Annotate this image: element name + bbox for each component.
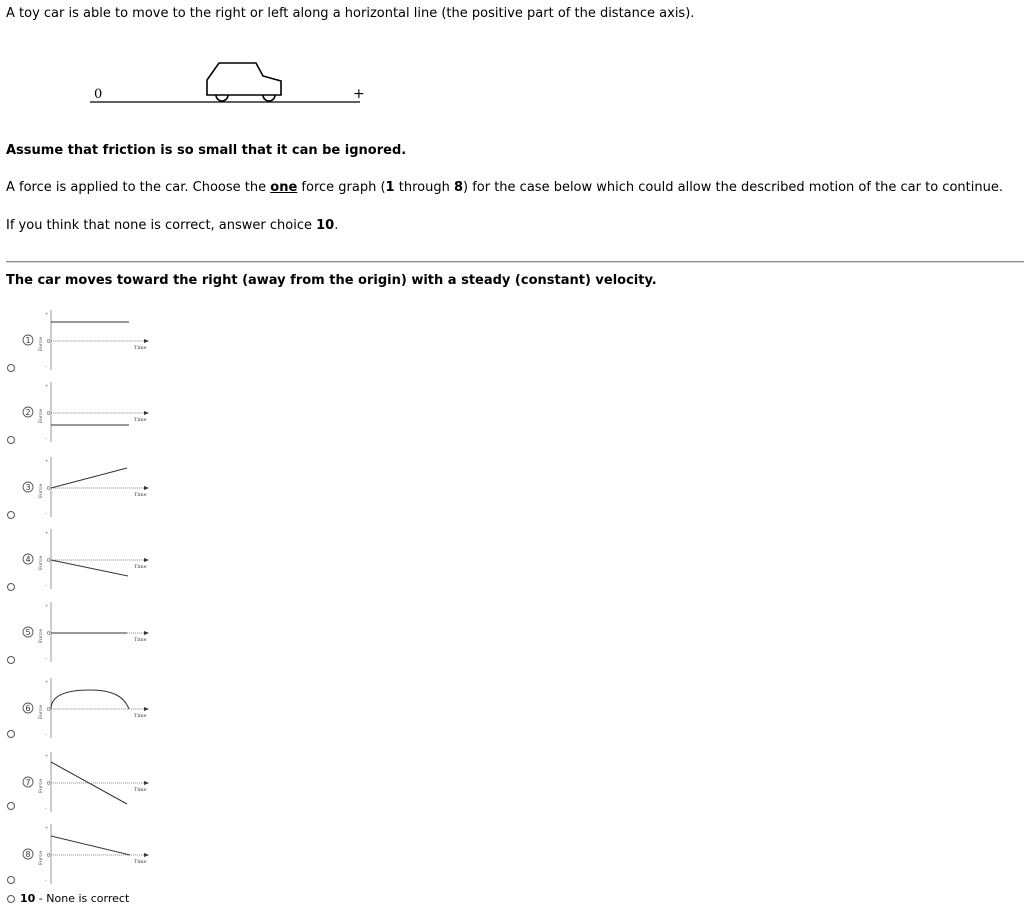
choice-number-2: 2: [25, 408, 31, 417]
assume-text: Assume that friction is so small that it can be ignored.: [6, 143, 407, 158]
zero-tick: 0: [47, 339, 51, 345]
zero-tick: 0: [47, 707, 51, 713]
minus-tick: -: [45, 878, 47, 884]
plus-tick: +: [45, 679, 49, 684]
choice-number-7: 7: [25, 778, 31, 787]
force-graph-8: [20, 822, 160, 894]
choice-number-4: 4: [25, 555, 31, 564]
y-axis-label: Force: [38, 555, 44, 571]
force-graph-svg-4: [20, 527, 160, 599]
x-axis-arrow: [144, 339, 149, 343]
radio-choice-1[interactable]: [7, 364, 15, 372]
radio-choice-2[interactable]: [7, 436, 15, 444]
x-axis-arrow: [144, 781, 149, 785]
x-axis-arrow: [144, 707, 149, 711]
plus-tick: +: [45, 311, 49, 316]
y-axis-label: Force: [38, 483, 44, 499]
intro-text: A toy car is able to move to the right or left along a horizontal line (the positive part of the distance axis).: [6, 6, 695, 21]
choice-number-5: 5: [25, 628, 31, 637]
force-curve-6: [51, 690, 129, 709]
y-axis-label: Force: [38, 778, 44, 794]
radio-choice-8[interactable]: [7, 876, 15, 884]
radio-choice-6[interactable]: [7, 730, 15, 738]
plus-tick: +: [45, 458, 49, 463]
choice-number-3: 3: [25, 483, 31, 492]
x-axis-arrow: [144, 558, 149, 562]
force-curve-4: [51, 560, 128, 576]
force-curve-3: [51, 468, 127, 488]
plus-tick: +: [45, 753, 49, 758]
minus-tick: -: [45, 364, 47, 370]
plus-tick: +: [45, 530, 49, 535]
force-graph-svg-5: [20, 600, 160, 672]
car-icon: [207, 63, 281, 101]
x-axis-label: Time: [134, 564, 147, 570]
force-graph-1: [20, 308, 160, 380]
force-graph-svg-3: [20, 455, 160, 527]
question-text: The car moves toward the right (away from the origin) with a steady (constant) velocity.: [6, 273, 657, 288]
force-graph-4: [20, 527, 160, 599]
minus-tick: -: [45, 583, 47, 589]
minus-tick: -: [45, 656, 47, 662]
x-axis-label: Time: [134, 637, 147, 643]
x-axis-label: Time: [134, 345, 147, 351]
choice-10-label: 10 - None is correct: [20, 892, 130, 905]
x-axis-label: Time: [134, 492, 147, 498]
x-axis-label: Time: [134, 417, 147, 423]
x-axis-arrow: [144, 411, 149, 415]
y-axis-label: Force: [38, 704, 44, 720]
divider: [6, 261, 1024, 263]
plus-tick: +: [45, 603, 49, 608]
x-axis-label: Time: [134, 859, 147, 865]
zero-tick: 0: [47, 558, 51, 564]
x-axis-arrow: [144, 486, 149, 490]
zero-tick: 0: [47, 631, 51, 637]
force-graph-svg-1: [20, 308, 160, 380]
y-axis-label: Force: [38, 628, 44, 644]
minus-tick: -: [45, 806, 47, 812]
y-axis-label: Force: [38, 408, 44, 424]
plus-tick: +: [45, 825, 49, 830]
origin-label: 0: [94, 87, 103, 102]
choice-number-6: 6: [25, 704, 31, 713]
choice-number-8: 8: [25, 850, 31, 859]
y-axis-label: Force: [38, 850, 44, 866]
y-axis-label: Force: [38, 336, 44, 352]
choice-number-1: 1: [25, 336, 31, 345]
force-graph-3: [20, 455, 160, 527]
force-graph-5: [20, 600, 160, 672]
minus-tick: -: [45, 436, 47, 442]
force-graph-svg-7: [20, 750, 160, 822]
none-hint-text: If you think that none is correct, answer choice 10.: [6, 218, 339, 233]
zero-tick: 0: [47, 781, 51, 787]
radio-choice-5[interactable]: [7, 656, 15, 664]
force-graph-6: [20, 676, 160, 748]
x-axis-label: Time: [134, 787, 147, 793]
minus-tick: -: [45, 732, 47, 738]
car-diagram: [88, 58, 378, 112]
radio-choice-10[interactable]: [7, 895, 15, 903]
plus-tick: +: [45, 383, 49, 388]
zero-tick: 0: [47, 486, 51, 492]
force-graph-svg-8: [20, 822, 160, 894]
force-graph-7: [20, 750, 160, 822]
x-axis-arrow: [144, 631, 149, 635]
force-graph-svg-6: [20, 676, 160, 748]
minus-tick: -: [45, 511, 47, 517]
x-axis-label: Time: [134, 713, 147, 719]
radio-choice-7[interactable]: [7, 802, 15, 810]
plus-label: +: [353, 86, 365, 102]
force-graph-svg-2: [20, 380, 160, 452]
zero-tick: 0: [47, 411, 51, 417]
radio-choice-3[interactable]: [7, 511, 15, 519]
instruction-text: A force is applied to the car. Choose the one force graph (1 through 8) for the case below which could allow the described motion of the car to continue.: [6, 180, 1003, 195]
radio-choice-4[interactable]: [7, 583, 15, 591]
force-curve-8: [51, 836, 130, 855]
x-axis-arrow: [144, 853, 149, 857]
zero-tick: 0: [47, 853, 51, 859]
force-graph-2: [20, 380, 160, 452]
